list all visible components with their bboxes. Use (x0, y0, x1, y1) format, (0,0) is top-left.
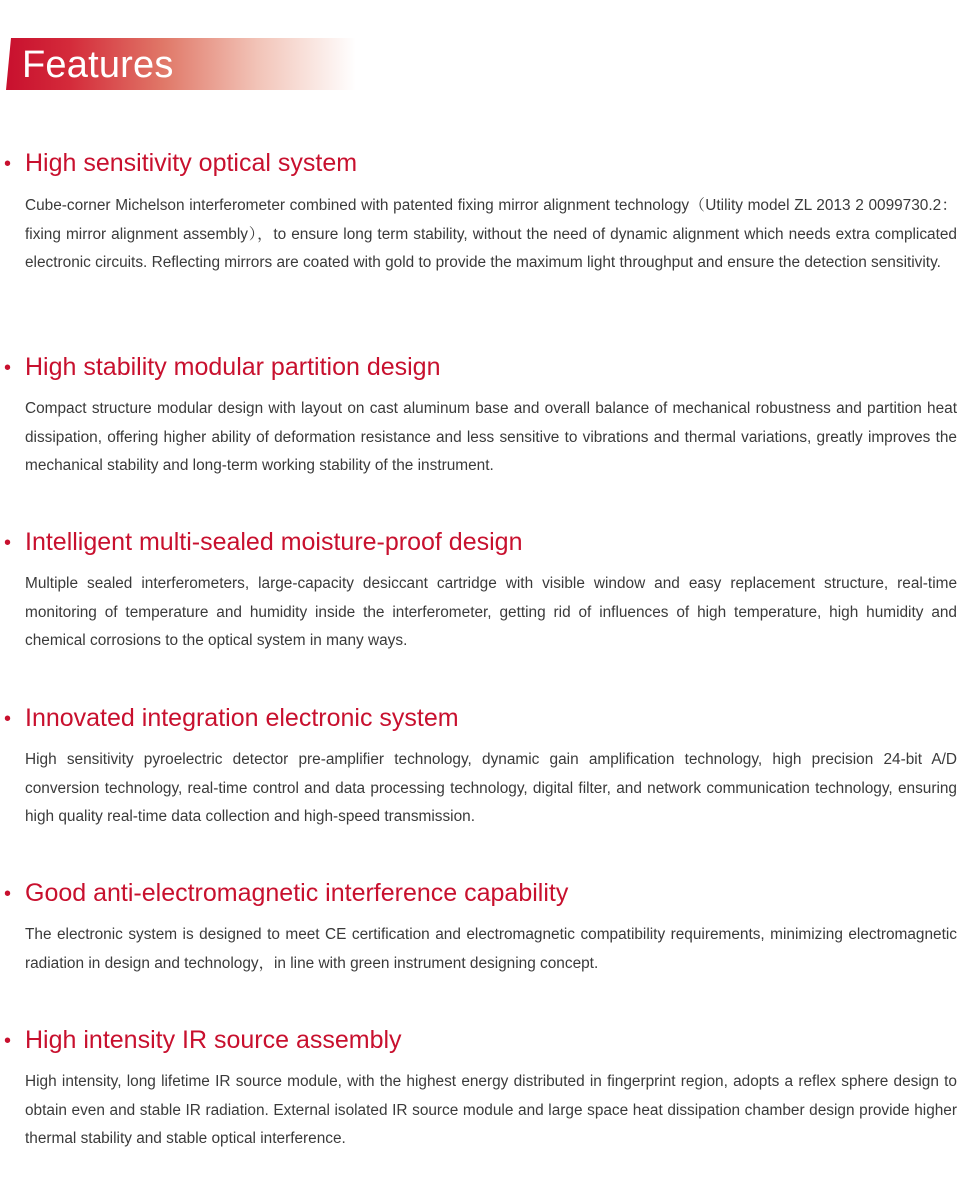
bullet-icon: • (4, 153, 12, 175)
page-title: Features (22, 44, 174, 86)
feature-heading: Good anti-electromagnetic interference capability (25, 879, 569, 907)
feature-description: Compact structure modular design with layout on cast aluminum base and overall balance of mechanical robustness and partition heat dissipation, offering higher ability of deformation resistance and less sensitive to vibrations and thermal variations, greatly improves the mechanical stability and long-term working stability of the instrument. (25, 400, 957, 475)
feature-heading: High stability modular partition design (25, 353, 441, 381)
bullet-icon: • (4, 357, 12, 379)
feature-description: Multiple sealed interferometers, large-capacity desiccant cartridge with visible window and easy replacement structure, real-time monitoring of temperature and humidity inside the interferometer, getting rid of influences of high temperature, high humidity and chemical corrosions to the optical system in many ways. (25, 575, 957, 650)
bullet-icon: • (4, 708, 12, 730)
feature-heading: High sensitivity optical system (25, 149, 358, 177)
feature-description: Cube-corner Michelson interferometer combined with patented fixing mirror alignment technology（Utility model ZL 2013 2 0099730.2：fixing mirror alignment assembly），to ensure long term stability, without the need of dynamic alignment which needs extra complicated electronic circuits. Reflecting mirrors are coated with gold to provide the maximum light throughput and ensure the detection sensitivity. (25, 197, 957, 272)
bullet-icon: • (4, 883, 12, 905)
feature-heading: High intensity IR source assembly (25, 1026, 402, 1054)
feature-heading: Intelligent multi-sealed moisture-proof design (25, 528, 523, 556)
feature-heading: Innovated integration electronic system (25, 704, 459, 732)
bullet-icon: • (4, 1030, 12, 1052)
bullet-icon: • (4, 532, 12, 554)
feature-description: The electronic system is designed to meet CE certification and electromagnetic compatibility requirements, minimizing electromagnetic radiation in design and technology，in line with green instrument designing concept. (25, 926, 957, 972)
feature-description: High sensitivity pyroelectric detector pre-amplifier technology, dynamic gain amplification technology, high precision 24-bit A/D conversion technology, real-time control and data processing technology, digital filter, and network communication technology, ensuring high quality real-time data collection and high-speed transmission. (25, 751, 957, 826)
feature-description: High intensity, long lifetime IR source module, with the highest energy distributed in fingerprint region, adopts a reflex sphere design to obtain even and stable IR radiation. External isolated IR source module and large space heat dissipation chamber design provide higher thermal stability and stable optical interference. (25, 1073, 957, 1148)
